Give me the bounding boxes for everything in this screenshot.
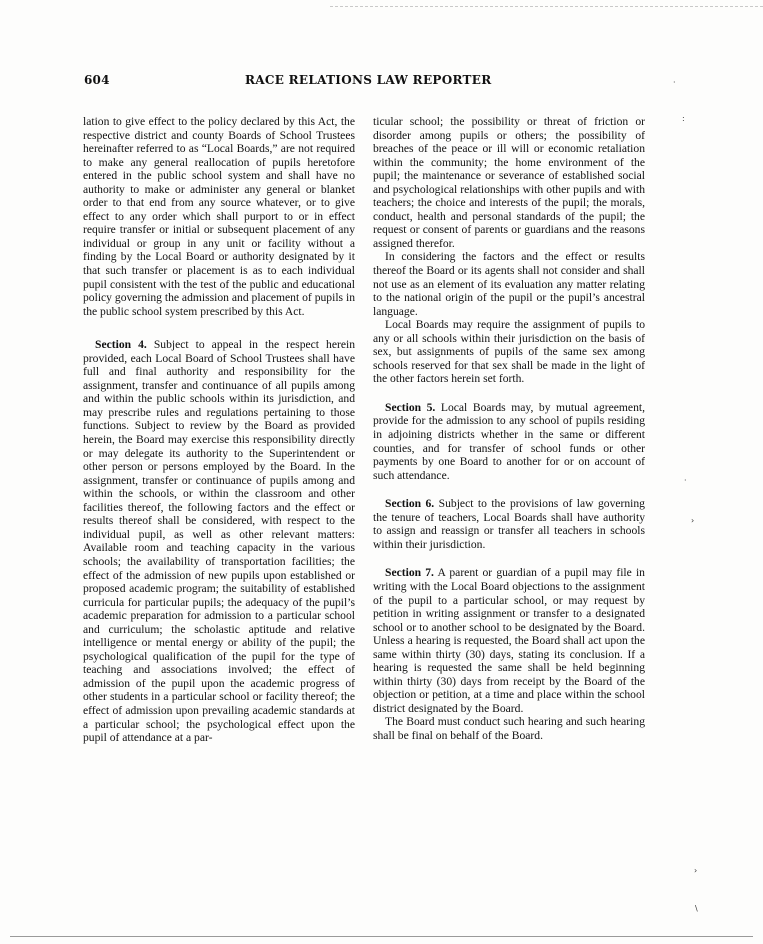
right-column [373,115,645,743]
section-5-text: Local Boards may, by mutual agreement, provide for the admission to any school of pupils residing in adjoining districts whether in the same or different counties, and for transfer of school funds or other payments by one Board to another for or on account of such attendance. [373,400,645,482]
section-5-heading: Section 5. [385,400,436,414]
section-4-heading: Section 4. [95,338,147,352]
section-7-paragraph [373,566,645,715]
top-edge-dots [330,6,763,7]
scan-speck: \ [695,904,698,913]
final-hearing-paragraph: The Board must conduct such hearing and such hearing shall be final on behalf of the Board. [373,715,645,742]
sex-assignment-paragraph: Local Boards may require the assignment of pupils to any or all schools within their jurisdiction on the basis of sex, but assignments of pupils of the same sex among schools reserved for that sex shall be made in the light of the other factors herein set forth. [373,318,645,386]
scan-speck: · [673,78,676,87]
scan-speck: : [682,114,685,123]
scan-speck: › [694,866,698,875]
section-5-paragraph [373,401,645,482]
section-4-text: Subject to appeal in the respect herein provided, each Local Board of School Trustees shall have full and final authority and responsibility for the assignment, transfer and continuance of all pupils among and within the public schools within its jurisdiction, and may prescribe rules and regulations pertaining to those functions. Subject to review by the Board as provided herein, the Board may exercise this responsibility directly or may delegate its authority to the Superintendent or other person or persons employed by the Board. In the assignment, transfer or continuance of pupils among and within the schools, or within the classroom and other facilities thereof, the following factors and the effect or results thereof shall be considered, with respect to the individual pupil, as well as other relevant matters: Available room and teaching capacity in the various schools; the availability of transportation facilities; the effect of the admission of new pupils upon established or proposed academic program; the suitability of established curricula for particular pupils; the adequacy of the pupil’s academic preparation for admission to a particular school and curriculum; the scholastic aptitude and relative intelligence or mental energy or ability of the pupil; the psychological qualification of the pupil for the type of teaching and associations involved; the effect of admission of the pupil upon the academic progress of other students in a particular school or facility thereof; the effect of admission upon prevailing academic standards at a particular school; the psychological effect upon the pupil of attendance at a par- [83,338,355,745]
scan-speck: · [684,476,687,485]
scan-speck: › [691,516,695,525]
section-6-paragraph [373,497,645,551]
bottom-rule [10,936,753,937]
section-7-heading: Section 7. [385,566,434,580]
page-number: 604 [84,73,110,87]
section-6-text: Subject to the provisions of law governing the tenure of teachers, Local Boards shall have authority to assign and reassign or transfer all teachers in schools within their jurisdiction. [373,497,645,551]
right-paragraph-continuation: ticular school; the possibility or threat of friction or disorder among pupils or others; the possibility of breaches of the peace or ill will or economic retaliation within the community; the home environment of the pupil; the maintenance or severance of established social and psychological relationships with other pupils and with teachers; the choice and interests of the pupil; the morals, conduct, health and personal standards of the pupil; the request or consent of parents or guardians and the reasons assigned therefor. [373,115,645,250]
section-6-heading: Section 6. [385,497,435,511]
running-head: RACE RELATIONS LAW REPORTER [245,73,492,87]
section-7-text: A parent or guardian of a pupil may file in writing with the Local Board objections to the assignment of the pupil to a particular school, or may request by petition in writing assignment or transfer to a designated school or to another school to be designated by the Board. Unless a hearing is requested, the Board shall act upon the same within thirty (30) days, stating its conclusion. If a hearing is requested the same shall be held beginning within thirty (30) days from receipt by the Board of the objection or petition, at a time and place within the school district designated by the Board. [373,566,645,715]
left-paragraph-continuation: lation to give effect to the policy declared by this Act, the respective district and county Boards of School Trustees hereinafter referred to as “Local Boards,” are not required to make any general reallocation of pupils heretofore entered in the public school system and shall have no authority to make or administer any general or blanket order to that end from any source whatever, or to give effect to any order which shall purport to or in effect require transfer or initial or subsequent placement of any individual or group in any unit or facility without a finding by the Local Board or authority designated by it that such transfer or placement is as to each individual pupil consistent with the test of the public and educational policy governing the admission and placement of pupils in the public school system prescribed by this Act. [83,115,355,318]
left-column [83,115,355,745]
national-origin-paragraph: In considering the factors and the effect or results thereof the Board or its agents shall not consider and shall not use as an element of its evaluation any matter relating to the national origin of the pupil or the pupil’s ancestral language. [373,250,645,318]
section-4-paragraph [83,338,355,744]
